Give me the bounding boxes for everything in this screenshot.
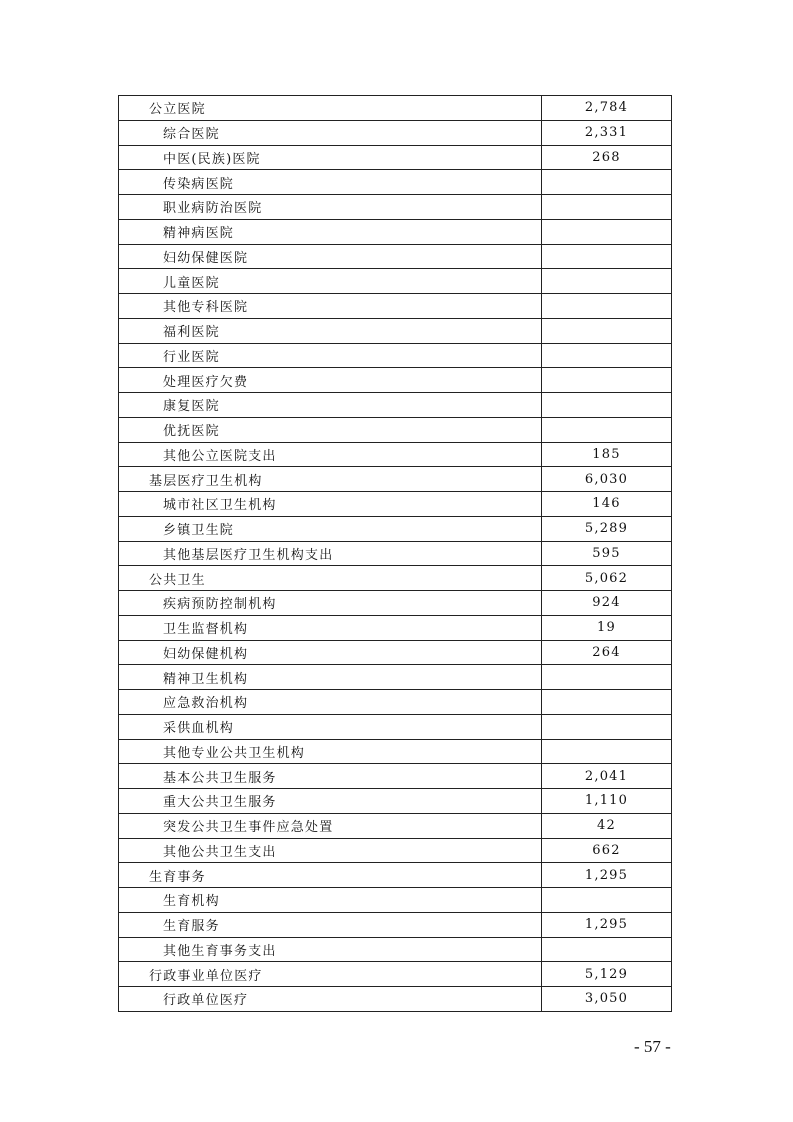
table-row bbox=[119, 838, 672, 863]
table-row bbox=[119, 219, 672, 244]
page-number: - 57 - bbox=[634, 1037, 671, 1056]
row-item-name: 其他公共卫生支出 bbox=[119, 838, 542, 863]
row-item-name: 其他生育事务支出 bbox=[119, 937, 542, 962]
row-item-amount: 268 bbox=[542, 145, 672, 170]
row-item-amount: 3,050 bbox=[542, 987, 672, 1012]
row-item-amount: 146 bbox=[542, 492, 672, 517]
row-item-amount bbox=[542, 294, 672, 319]
row-item-amount: 595 bbox=[542, 541, 672, 566]
row-item-amount bbox=[542, 888, 672, 913]
row-item-name: 乡镇卫生院 bbox=[119, 516, 542, 541]
row-item-name: 生育服务 bbox=[119, 912, 542, 937]
row-item-name: 疾病预防控制机构 bbox=[119, 591, 542, 616]
row-item-name: 儿童医院 bbox=[119, 269, 542, 294]
row-item-amount: 1,295 bbox=[542, 863, 672, 888]
table-row bbox=[119, 269, 672, 294]
expenditure-table bbox=[118, 95, 672, 1012]
table-row bbox=[119, 962, 672, 987]
row-item-amount bbox=[542, 665, 672, 690]
row-item-name: 其他专业公共卫生机构 bbox=[119, 739, 542, 764]
row-item-amount bbox=[542, 393, 672, 418]
row-item-amount: 924 bbox=[542, 591, 672, 616]
row-item-amount bbox=[542, 170, 672, 195]
row-item-amount: 19 bbox=[542, 615, 672, 640]
row-item-amount: 5,289 bbox=[542, 516, 672, 541]
row-item-amount: 5,129 bbox=[542, 962, 672, 987]
row-item-amount bbox=[542, 937, 672, 962]
row-item-name: 处理医疗欠费 bbox=[119, 368, 542, 393]
row-item-name: 中医(民族)医院 bbox=[119, 145, 542, 170]
row-item-name: 突发公共卫生事件应急处置 bbox=[119, 813, 542, 838]
row-item-name: 城市社区卫生机构 bbox=[119, 492, 542, 517]
row-item-name: 生育事务 bbox=[119, 863, 542, 888]
table-row bbox=[119, 516, 672, 541]
row-item-amount: 264 bbox=[542, 640, 672, 665]
table-row bbox=[119, 294, 672, 319]
table-row bbox=[119, 739, 672, 764]
row-item-amount: 2,331 bbox=[542, 120, 672, 145]
row-item-amount: 662 bbox=[542, 838, 672, 863]
table-row bbox=[119, 492, 672, 517]
row-item-amount bbox=[542, 343, 672, 368]
row-item-amount bbox=[542, 219, 672, 244]
table-row bbox=[119, 566, 672, 591]
table-row bbox=[119, 640, 672, 665]
row-item-name: 生育机构 bbox=[119, 888, 542, 913]
row-item-amount: 185 bbox=[542, 442, 672, 467]
row-item-amount bbox=[542, 690, 672, 715]
row-item-name: 公立医院 bbox=[119, 96, 542, 121]
row-item-amount: 42 bbox=[542, 813, 672, 838]
row-item-amount bbox=[542, 739, 672, 764]
table-row bbox=[119, 96, 672, 121]
table-row bbox=[119, 888, 672, 913]
row-item-amount bbox=[542, 714, 672, 739]
row-item-name: 职业病防治医院 bbox=[119, 195, 542, 220]
table-row bbox=[119, 813, 672, 838]
row-item-name: 其他基层医疗卫生机构支出 bbox=[119, 541, 542, 566]
row-item-name: 应急救治机构 bbox=[119, 690, 542, 715]
row-item-amount bbox=[542, 417, 672, 442]
table-row bbox=[119, 343, 672, 368]
row-item-name: 基层医疗卫生机构 bbox=[119, 467, 542, 492]
row-item-amount: 2,784 bbox=[542, 96, 672, 121]
table-row bbox=[119, 591, 672, 616]
table-row bbox=[119, 789, 672, 814]
row-item-amount: 5,062 bbox=[542, 566, 672, 591]
row-item-name: 行政事业单位医疗 bbox=[119, 962, 542, 987]
expenditure-table-body bbox=[119, 96, 672, 1012]
row-item-amount bbox=[542, 318, 672, 343]
table-row bbox=[119, 145, 672, 170]
table-row bbox=[119, 244, 672, 269]
table-row bbox=[119, 714, 672, 739]
row-item-amount bbox=[542, 368, 672, 393]
row-item-name: 重大公共卫生服务 bbox=[119, 789, 542, 814]
row-item-name: 妇幼保健机构 bbox=[119, 640, 542, 665]
row-item-name: 公共卫生 bbox=[119, 566, 542, 591]
row-item-name: 妇幼保健医院 bbox=[119, 244, 542, 269]
row-item-name: 基本公共卫生服务 bbox=[119, 764, 542, 789]
row-item-name: 行政单位医疗 bbox=[119, 987, 542, 1012]
table-row bbox=[119, 195, 672, 220]
row-item-amount: 1,110 bbox=[542, 789, 672, 814]
table-row bbox=[119, 541, 672, 566]
row-item-name: 优抚医院 bbox=[119, 417, 542, 442]
table-row bbox=[119, 863, 672, 888]
table-row bbox=[119, 120, 672, 145]
table-row bbox=[119, 615, 672, 640]
row-item-name: 其他公立医院支出 bbox=[119, 442, 542, 467]
table-row bbox=[119, 393, 672, 418]
row-item-name: 卫生监督机构 bbox=[119, 615, 542, 640]
row-item-name: 精神病医院 bbox=[119, 219, 542, 244]
row-item-name: 康复医院 bbox=[119, 393, 542, 418]
table-row bbox=[119, 467, 672, 492]
row-item-name: 福利医院 bbox=[119, 318, 542, 343]
row-item-amount: 1,295 bbox=[542, 912, 672, 937]
table-row bbox=[119, 368, 672, 393]
table-row bbox=[119, 318, 672, 343]
row-item-name: 传染病医院 bbox=[119, 170, 542, 195]
row-item-amount: 2,041 bbox=[542, 764, 672, 789]
table-row bbox=[119, 417, 672, 442]
table-row bbox=[119, 665, 672, 690]
row-item-name: 其他专科医院 bbox=[119, 294, 542, 319]
table-row bbox=[119, 690, 672, 715]
row-item-amount bbox=[542, 244, 672, 269]
table-row bbox=[119, 764, 672, 789]
row-item-amount bbox=[542, 195, 672, 220]
table-row bbox=[119, 442, 672, 467]
row-item-name: 精神卫生机构 bbox=[119, 665, 542, 690]
row-item-amount bbox=[542, 269, 672, 294]
row-item-name: 行业医院 bbox=[119, 343, 542, 368]
table-row bbox=[119, 170, 672, 195]
table-row bbox=[119, 987, 672, 1012]
table-row bbox=[119, 937, 672, 962]
row-item-name: 采供血机构 bbox=[119, 714, 542, 739]
table-row bbox=[119, 912, 672, 937]
row-item-name: 综合医院 bbox=[119, 120, 542, 145]
row-item-amount: 6,030 bbox=[542, 467, 672, 492]
